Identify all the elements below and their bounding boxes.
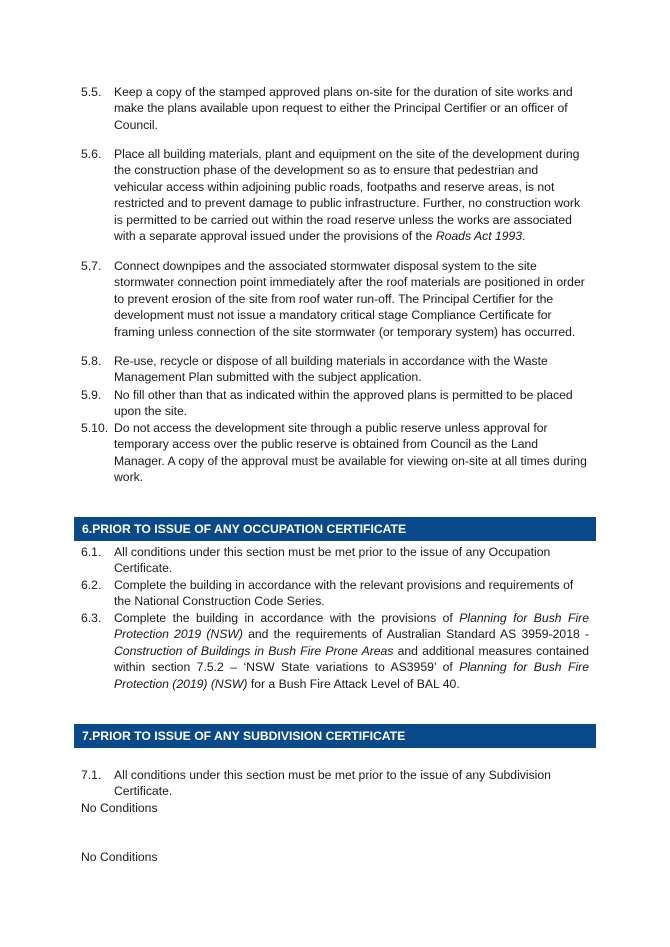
condition-number: 5.8. (81, 354, 102, 368)
condition-5-6 (81, 146, 589, 244)
condition-text: Keep a copy of the stamped approved plans on-site for the duration of site works and make the plans available upon request to either the Principal Certifier or an officer of Council. (114, 85, 573, 132)
condition-5-5 (81, 84, 589, 133)
condition-text: No fill other than that as indicated within the approved plans is permitted to be placed upon the site. (114, 388, 573, 419)
condition-text: Connect downpipes and the associated stormwater disposal system to the site stormwater connection point immediately after the roof materials are positioned in order to prevent erosion of the site from roof water run-off. The Principal Certifier for the development must not issue a mandatory critical stage Compliance Certificate for framing unless connection of the site stormwater (or temporary system) has occurred. (114, 259, 585, 339)
condition-5-10 (81, 420, 589, 486)
condition-7-1 (81, 767, 589, 800)
condition-text: Complete the building in accordance with the relevant provisions and requirements of the National Construction Code Series. (114, 578, 574, 609)
condition-text: Re-use, recycle or dispose of all building materials in accordance with the Waste Management Plan submitted with the subject application. (114, 354, 548, 385)
no-conditions-text: No Conditions (81, 801, 158, 815)
no-conditions-text: No Conditions (81, 850, 158, 864)
condition-text: All conditions under this section must be met prior to the issue of any Subdivision Certificate. (114, 768, 551, 799)
condition-5-7 (81, 258, 589, 340)
condition-6-1 (81, 544, 589, 577)
text-part: and the requirements of Australian Standard AS 3959-2018 - (242, 627, 589, 642)
document-title: Planning for Bush Fire Protection 2019 (NSW) (114, 611, 590, 642)
condition-number: 5.6. (81, 147, 102, 161)
condition-number: 6.2. (81, 578, 102, 592)
condition-6-2 (81, 577, 589, 610)
condition-5-8 (81, 353, 589, 386)
condition-number: 5.10. (81, 421, 109, 435)
act-title: Roads Act 1993 (435, 229, 523, 244)
text-part: Place all building materials, plant and equipment on the site of the development during the construction phase of the development so as to ensure that pedestrian and vehicular access within adjoining public roads, footpaths and reserve areas, is not restricted and to prevent damage to public infrastructure. Further, no construction work is permitted to be carried out within the road reserve unless the works are associated with a separate approval issued under the provisions of the (114, 147, 581, 244)
section-heading-subdivision: 7.PRIOR TO ISSUE OF ANY SUBDIVISION CERTIFICATE (74, 724, 596, 748)
document-title: Planning for Bush Fire Protection (2019) (NSW) (114, 660, 589, 691)
condition-6-3 (81, 610, 589, 692)
document-title: Construction of Buildings in Bush Fire Prone Areas (114, 643, 394, 658)
section-heading-occupation: 6.PRIOR TO ISSUE OF ANY OCCUPATION CERTIFICATE (74, 517, 596, 541)
condition-number: 5.9. (81, 388, 102, 402)
text-part: Complete the building in accordance with the provisions of (114, 611, 460, 625)
text-part: . (522, 229, 526, 244)
condition-number: 5.7. (81, 259, 102, 273)
text-part: for a Bush Fire Attack Level of BAL 40. (247, 676, 460, 691)
condition-number: 5.5. (81, 85, 102, 99)
text-part: and additional measures contained within section 7.5.2 – ‘NSW State variations to AS3959’ of (114, 643, 589, 675)
condition-text (114, 146, 589, 244)
condition-5-9 (81, 387, 589, 420)
condition-text: Do not access the development site through a public reserve unless approval for temporary access over the public reserve is obtained from Council as the Land Manager. A copy of the approval must be available for viewing on-site at all times during work. (114, 421, 587, 485)
condition-text: All conditions under this section must be met prior to the issue of any Occupation Certificate. (114, 545, 551, 576)
condition-number: 7.1. (81, 768, 102, 782)
condition-text (114, 610, 589, 692)
condition-number: 6.3. (81, 611, 102, 625)
condition-number: 6.1. (81, 545, 102, 559)
